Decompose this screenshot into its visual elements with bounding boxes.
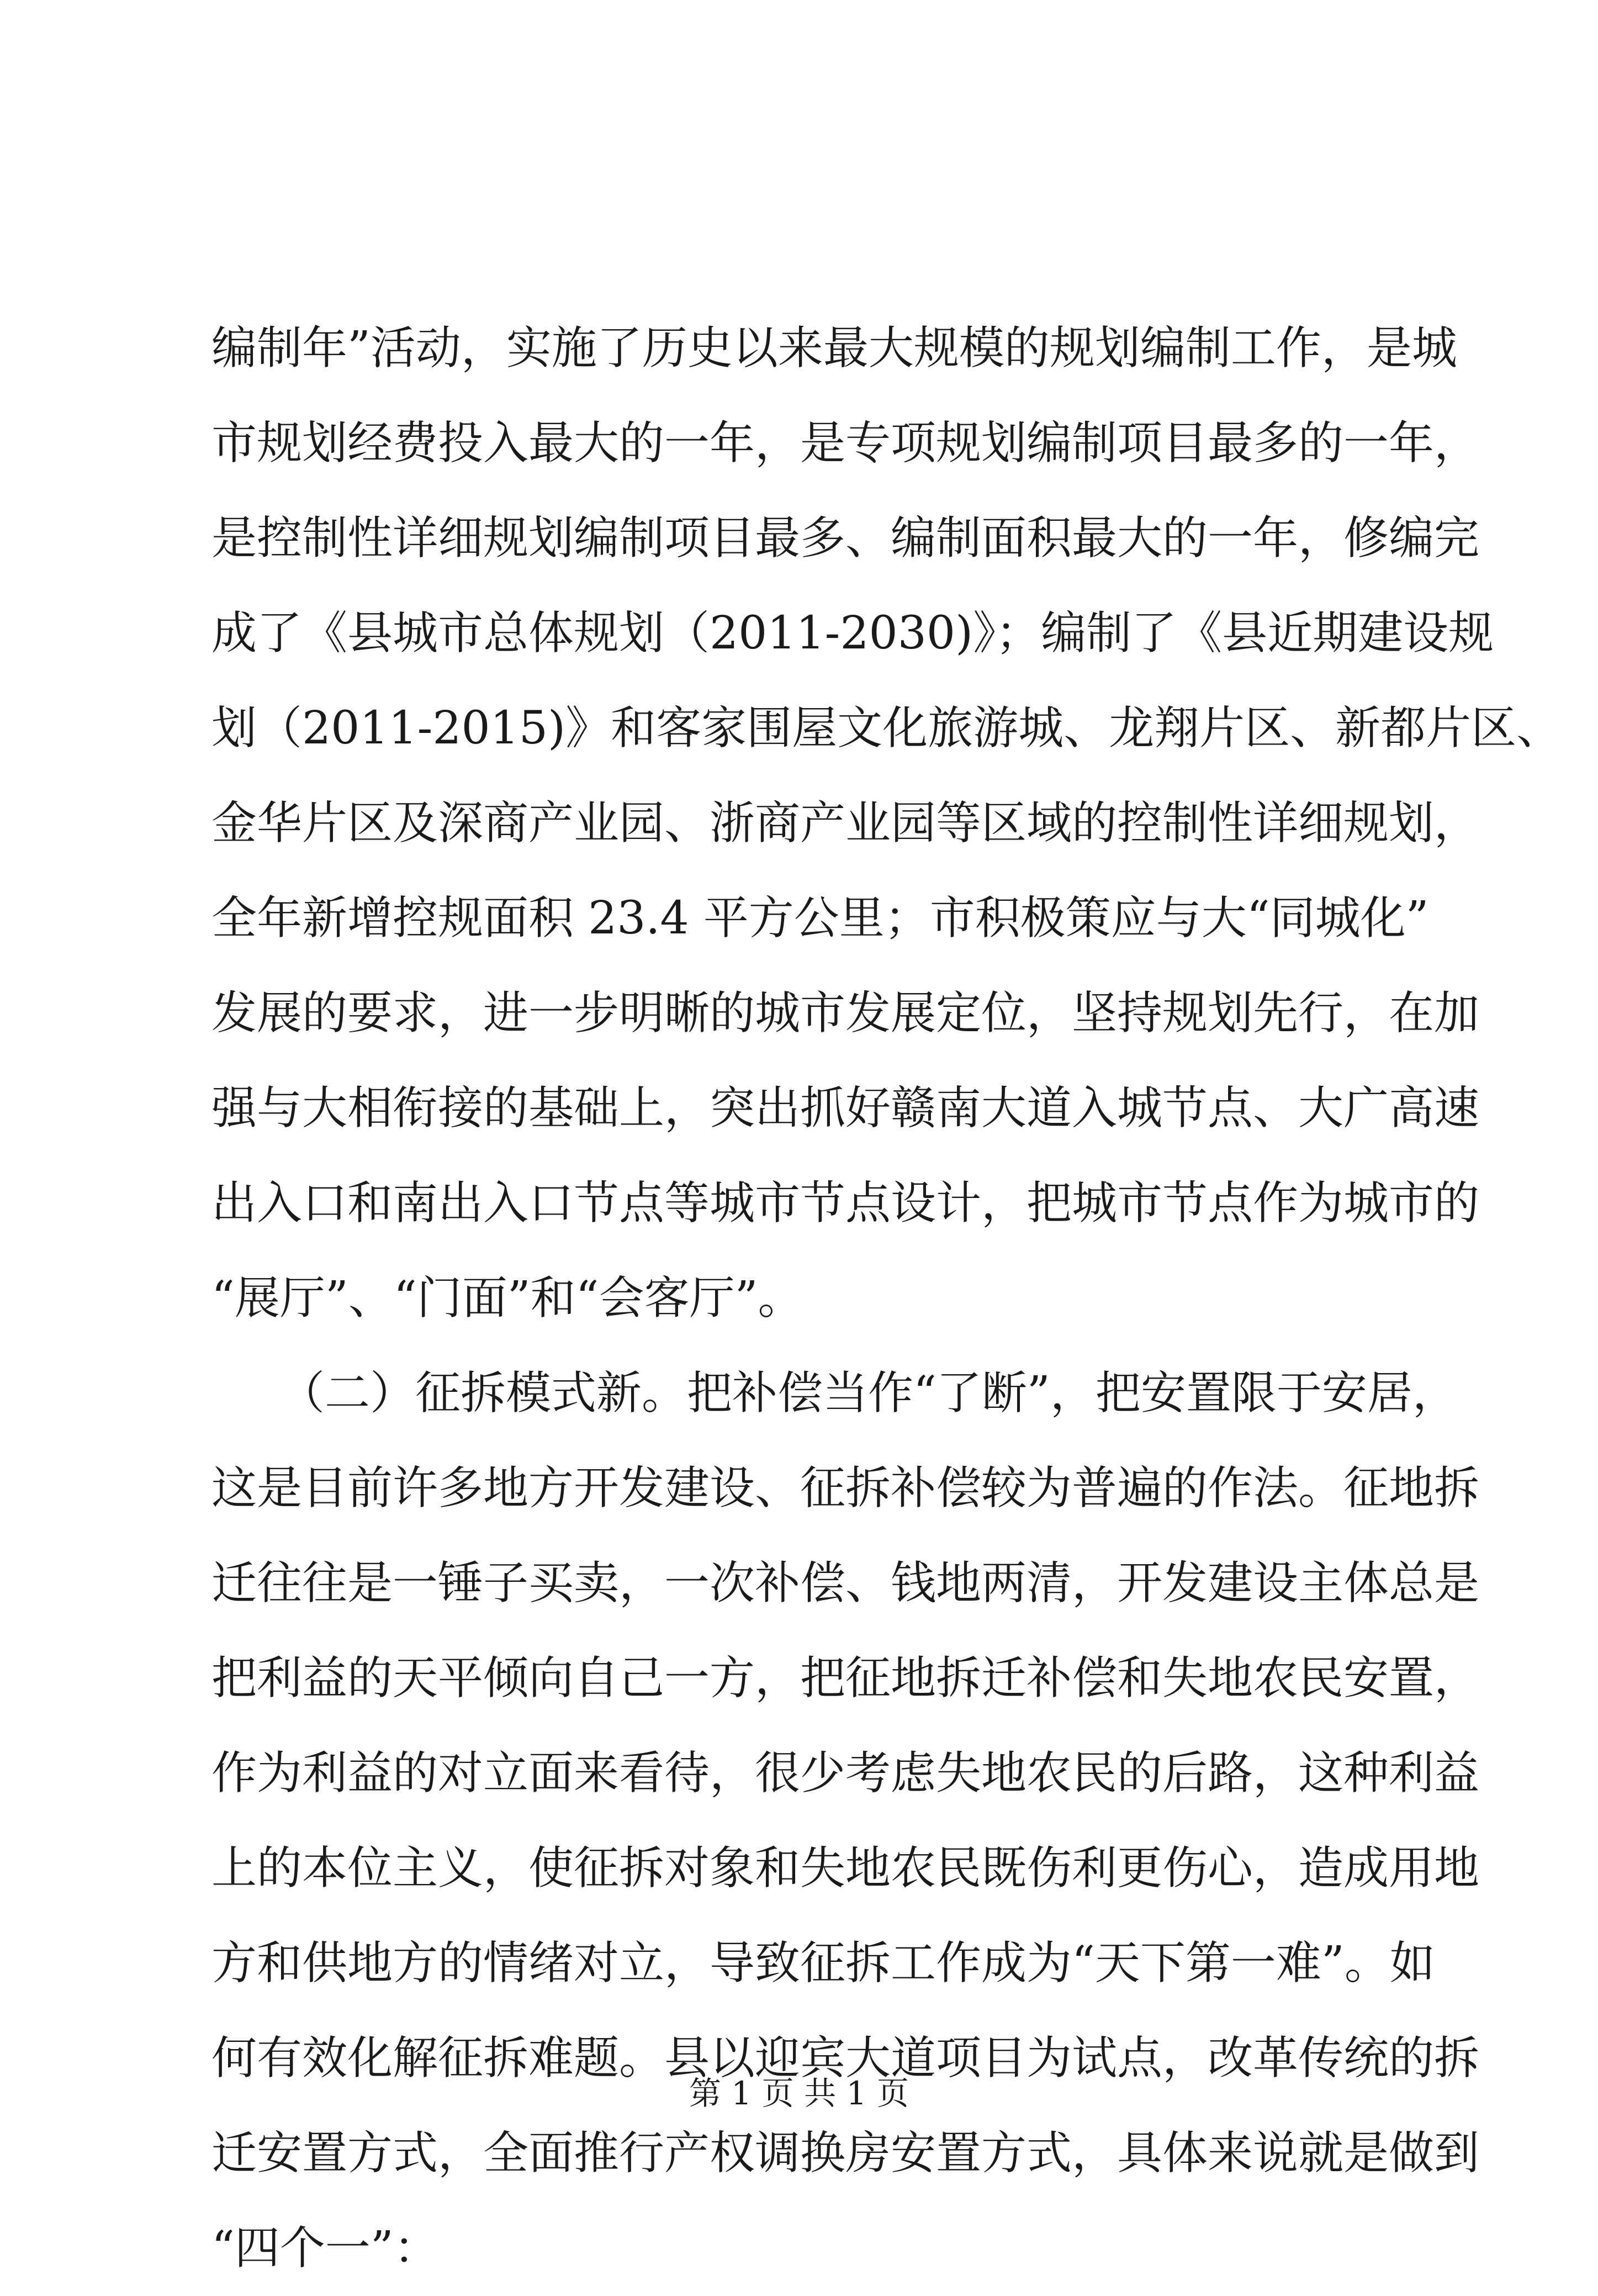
text-line: 上的本位主义，使征拆对象和失地农民既伤利更伤心，造成用地 xyxy=(211,1842,1480,1894)
document-body xyxy=(211,301,1562,2296)
text-line: 方和供地方的情绪对立，导致征拆工作成为“天下第一难”。如 xyxy=(211,1937,1435,1989)
text-line: 出入口和南出入口节点等城市节点设计，把城市节点作为城市的 xyxy=(211,1177,1480,1229)
text-line: （二）征拆模式新。把补偿当作“了断”，把安置限于安居， xyxy=(211,1367,1458,1419)
text-line: 强与大相衔接的基础上，突出抓好赣南大道入城节点、大广高速 xyxy=(211,1082,1480,1134)
text-line: 市规划经费投入最大的一年，是专项规划编制项目最多的一年， xyxy=(211,417,1480,469)
text-line: 把利益的天平倾向自己一方，把征地拆迁补偿和失地农民安置， xyxy=(211,1652,1480,1704)
text-line: 发展的要求，进一步明晰的城市发展定位，坚持规划先行，在加 xyxy=(211,987,1480,1039)
text-line: 迁往往是一锤子买卖，一次补偿、钱地两清，开发建设主体总是 xyxy=(211,1557,1480,1609)
text-line: 何有效化解征拆难题。县以迎宾大道项目为试点，改革传统的拆 xyxy=(211,2032,1480,2084)
text-line: “四个一”： xyxy=(211,2222,439,2274)
text-line: 成了《县城市总体规划（2011-2030)》；编制了《县近期建设规 xyxy=(211,607,1494,659)
text-line: “展厅”、“门面”和“会客厅”。 xyxy=(211,1272,803,1324)
text-line: 编制年”活动，实施了历史以来最大规模的规划编制工作，是城 xyxy=(211,322,1457,374)
text-line: 是控制性详细规划编制项目最多、编制面积最大的一年，修编完 xyxy=(211,512,1480,564)
text-line: 划（2011-2015)》和客家围屋文化旅游城、龙翔片区、新都片区、 xyxy=(211,702,1562,754)
text-line: 作为利益的对立面来看待，很少考虑失地农民的后路，这种利益 xyxy=(211,1747,1480,1799)
text-line: 这是目前许多地方开发建设、征拆补偿较为普遍的作法。征地拆 xyxy=(211,1462,1480,1514)
page-footer: 第 1 页 共 1 页 xyxy=(689,2075,909,2112)
text-line: 迁安置方式，全面推行产权调换房安置方式，具体来说就是做到 xyxy=(211,2127,1480,2179)
text-line: 金华片区及深商产业园、浙商产业园等区域的控制性详细规划， xyxy=(211,797,1480,849)
text-line: 全年新增控规面积 23.4 平方公里；市积极策应与大“同城化” xyxy=(211,892,1429,944)
